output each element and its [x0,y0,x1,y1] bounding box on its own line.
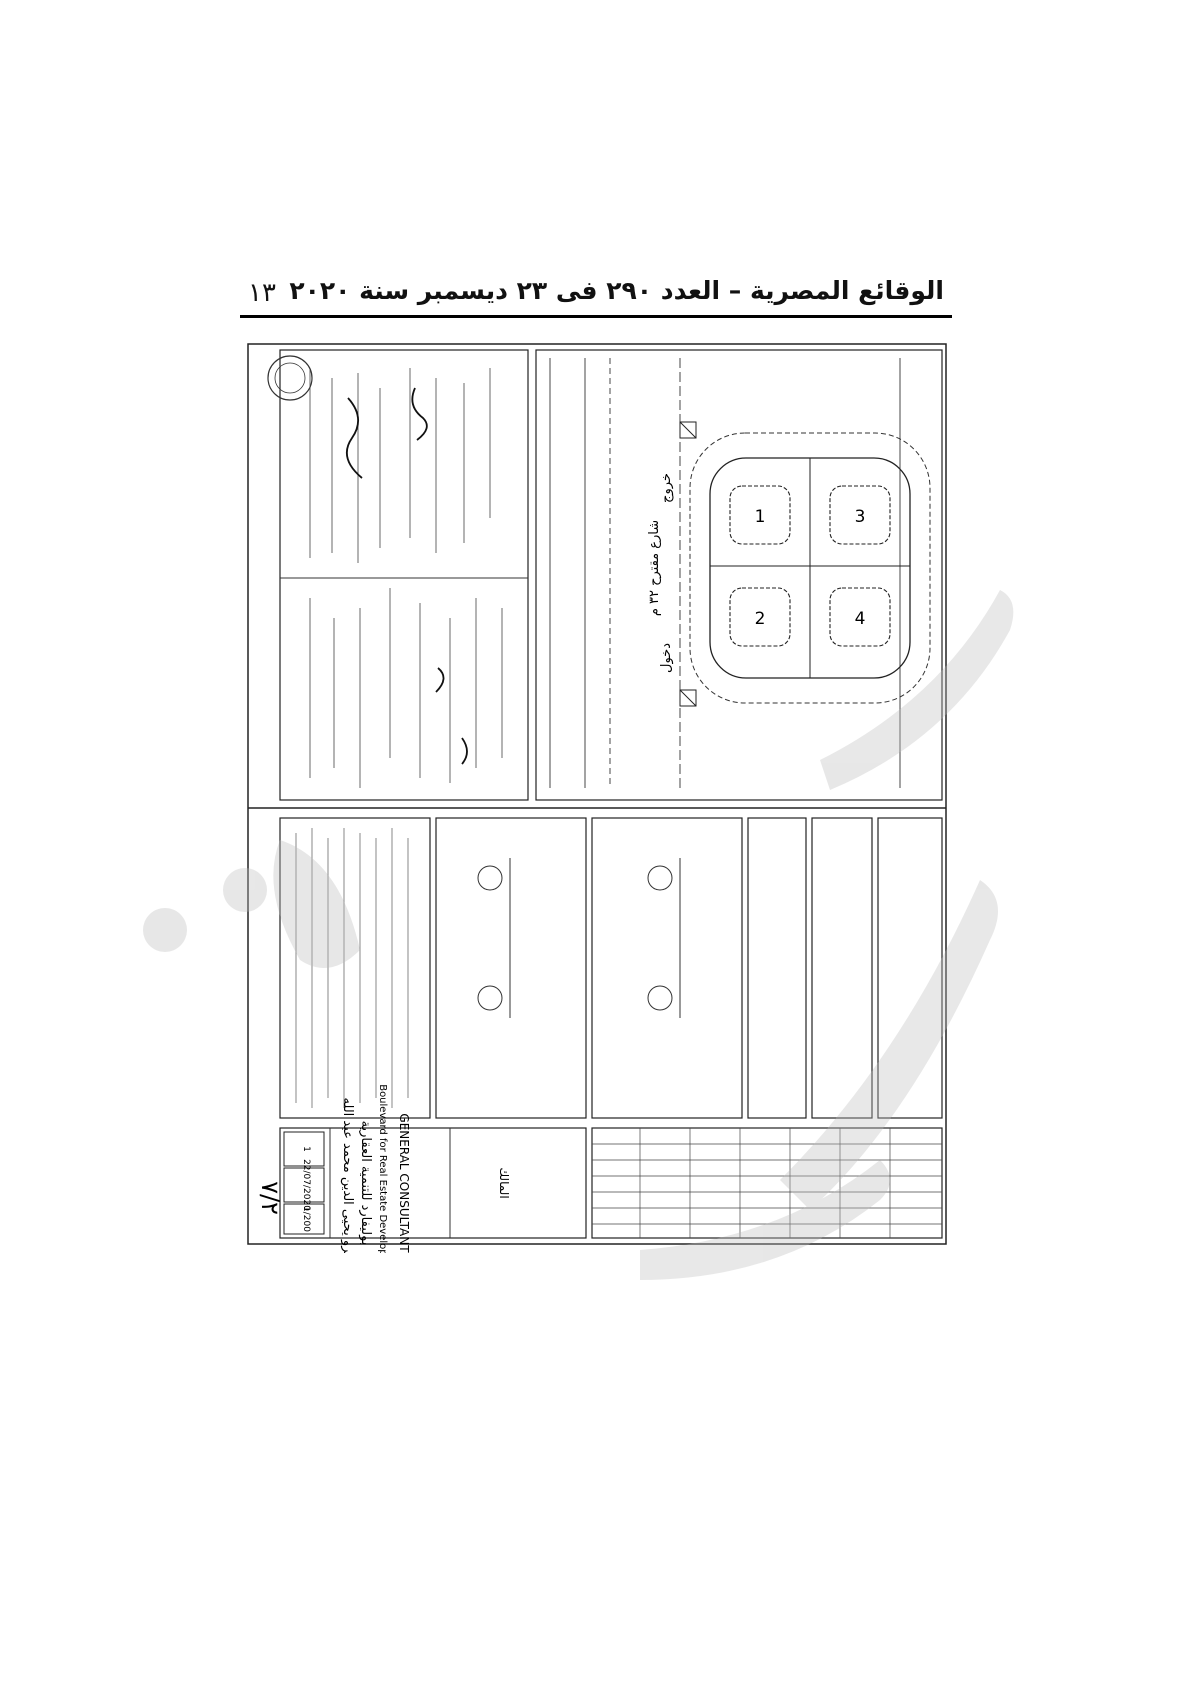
scanned-site-plan [240,338,952,1253]
owner-name: عمرو يحيى الدين محمد عبد الله [340,1097,355,1253]
drawing-date: 22/07/2020 [301,1159,311,1211]
drawing-scale: 1/200 [301,1206,311,1232]
signature-block [280,350,528,800]
entry-label: دخول [659,643,674,673]
gazette-title: الوقائع المصرية – العدد ٢٩٠ فى ٢٣ ديسمبر سنة ٢٠٢٠ [289,276,944,305]
gazette-header [240,272,952,318]
unit-1-label: 1 [754,507,766,527]
sheet-number: 1 [301,1146,311,1152]
tree-symbols [478,858,680,1018]
unit-4-label: 4 [854,609,866,629]
site-plan-drawing [240,338,952,1253]
plot-boundary-lines [550,358,900,788]
notes-text-lines [296,828,408,1108]
units-count-block [812,818,872,1118]
land-use-table [592,1128,942,1238]
legend-strip [748,818,806,1118]
side-annotation: ٧/٢ [256,1181,284,1215]
street-label: شارع مقترح ٣٢ م [647,519,662,617]
site-plan-area [536,350,942,800]
notes-block [280,818,430,1118]
owner-label: المالك [497,1167,511,1199]
page-number: ١٣ [248,278,276,308]
unit-3-label: 3 [854,507,866,527]
section-detail-a [436,818,586,1118]
land-use-table-grid [592,1128,942,1238]
unit-2-label: 2 [754,609,766,629]
note-box [878,818,942,1118]
header-rule [240,315,952,318]
company-name-ar: بوليفارد للتنمية العقارية [358,1120,373,1246]
gate-symbols [680,422,696,706]
section-detail-b [592,818,742,1118]
exit-label: خروج [659,473,674,503]
company-name-en: Boulevard for Real Estate Development [377,1084,388,1253]
handwritten-signatures [347,388,467,764]
title-block [280,1128,586,1238]
consultant-label: GENERAL CONSULTANT [397,1113,411,1253]
